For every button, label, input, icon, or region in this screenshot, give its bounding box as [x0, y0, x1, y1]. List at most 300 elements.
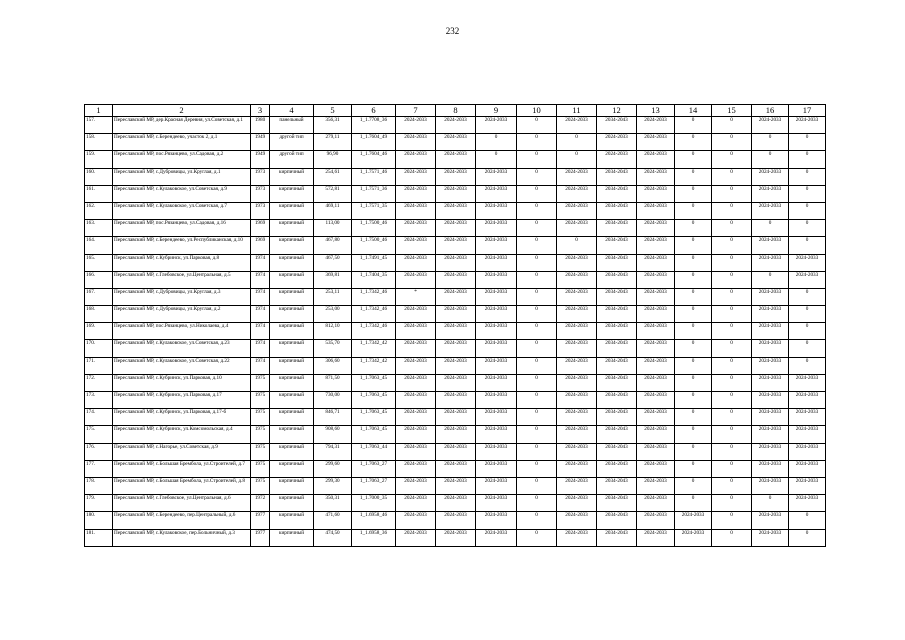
table-cell: кирпичный [270, 254, 314, 271]
table-cell: 1_1.7063_27 [352, 460, 396, 477]
address-cell: Переславский МР, с.Кубринск, ул.Парковая, д.8 [113, 254, 251, 271]
table-cell: 0 [712, 220, 752, 237]
table-cell: 2024-2033 [557, 357, 597, 374]
table-cell: 1949 [251, 151, 270, 168]
table-cell: 2034-2043 [597, 220, 637, 237]
table-cell: 2024-2033 [396, 168, 436, 185]
column-header: 13 [637, 105, 675, 117]
table-cell: 1_1.6958_46 [352, 512, 396, 529]
table-cell: 0 [517, 409, 557, 426]
table-cell: 2024-2033 [752, 323, 789, 340]
table-cell: 2034-2043 [597, 460, 637, 477]
table-cell: 2024-2033 [752, 340, 789, 357]
row-number-cell: 176. [85, 443, 113, 460]
table-cell: 2024-2033 [557, 426, 597, 443]
table-cell: 253,00 [314, 306, 352, 323]
table-cell: 2024-2033 [675, 529, 712, 546]
table-cell: 1977 [251, 529, 270, 546]
table-row [85, 426, 826, 443]
table-cell: 2034-2043 [597, 185, 637, 202]
row-number-cell: 163. [85, 220, 113, 237]
table-cell: 0 [712, 134, 752, 151]
table-cell: 572,81 [314, 185, 352, 202]
table-cell: кирпичный [270, 426, 314, 443]
table-cell: кирпичный [270, 374, 314, 391]
table-cell: 0 [752, 271, 789, 288]
table-cell: 535,70 [314, 340, 352, 357]
table-cell: 2024-2033 [396, 237, 436, 254]
table-cell: 2024-2033 [752, 477, 789, 494]
row-number-cell: 162. [85, 202, 113, 219]
table-cell: 0 [789, 202, 826, 219]
table-cell: 2034-2043 [597, 254, 637, 271]
table-cell: 2024-2033 [476, 409, 517, 426]
table-cell: 2024-2033 [557, 185, 597, 202]
table-cell: кирпичный [270, 392, 314, 409]
table-cell: 2024-2033 [436, 254, 476, 271]
column-header: 11 [557, 105, 597, 117]
table-row [85, 357, 826, 374]
row-number-cell: 175. [85, 426, 113, 443]
table-cell: 0 [675, 409, 712, 426]
column-header: 6 [352, 105, 396, 117]
table-cell: 1_1.7342_46 [352, 288, 396, 305]
table-cell: 2034-2043 [597, 323, 637, 340]
table-cell: 2024-2033 [436, 288, 476, 305]
row-number-cell: 169. [85, 323, 113, 340]
table-cell: 2024-2033 [436, 495, 476, 512]
table-cell: 0 [557, 237, 597, 254]
table-cell: 2024-2033 [637, 340, 675, 357]
table-cell: 0 [517, 117, 557, 134]
table-cell: 2024-2033 [476, 202, 517, 219]
table-cell: 0 [675, 202, 712, 219]
column-header: 14 [675, 105, 712, 117]
table-cell: 0 [517, 306, 557, 323]
table-cell: 0 [712, 288, 752, 305]
table-cell: 0 [675, 392, 712, 409]
table-cell: кирпичный [270, 409, 314, 426]
table-cell: 0 [789, 306, 826, 323]
table-cell: 0 [517, 460, 557, 477]
table-cell: 2024-2033 [557, 443, 597, 460]
table-cell: кирпичный [270, 529, 314, 546]
table-cell: 2024-2033 [789, 426, 826, 443]
table-cell: 0 [712, 460, 752, 477]
table-cell: 0 [517, 185, 557, 202]
table-cell: 0 [517, 254, 557, 271]
table-cell: 1969 [251, 237, 270, 254]
table-cell: 2024-2033 [789, 495, 826, 512]
address-cell: Переславский МР, с.Кубринск, ул.Парковая, д.10 [113, 374, 251, 391]
column-header: 16 [752, 105, 789, 117]
row-number-cell: 174. [85, 409, 113, 426]
table-row [85, 237, 826, 254]
table-row [85, 529, 826, 546]
table-cell: 467,50 [314, 254, 352, 271]
table-cell: 1_1.7604_46 [352, 151, 396, 168]
table-cell: 0 [476, 134, 517, 151]
table-cell: 2024-2033 [637, 237, 675, 254]
table-cell: 1977 [251, 512, 270, 529]
table-cell: 0 [789, 237, 826, 254]
table-cell: 2024-2033 [557, 340, 597, 357]
table-cell: 2034-2043 [597, 477, 637, 494]
table-cell: 2024-2033 [476, 288, 517, 305]
table-cell: 0 [517, 443, 557, 460]
address-cell: Переславский МР, пос.Рязанцево, ул.Садовая, д.16 [113, 220, 251, 237]
table-cell: 0 [712, 306, 752, 323]
row-number-cell: 172. [85, 374, 113, 391]
table-cell: 1974 [251, 306, 270, 323]
table-cell: 0 [675, 443, 712, 460]
table-cell: 0 [517, 168, 557, 185]
table-cell: 2024-2033 [557, 306, 597, 323]
table-cell: 2024-2033 [752, 357, 789, 374]
address-cell: Переславский МР, с.Кубринск, ул.Парковая, д.17-б [113, 409, 251, 426]
table-cell: 2024-2033 [476, 237, 517, 254]
row-number-cell: 178. [85, 477, 113, 494]
table-cell: 2024-2033 [557, 271, 597, 288]
table-cell: 0 [675, 134, 712, 151]
table-cell: 2034-2043 [597, 202, 637, 219]
table-cell: 2024-2033 [557, 374, 597, 391]
table-cell: 1_1.7342_46 [352, 306, 396, 323]
table-row [85, 443, 826, 460]
table-cell: 2024-2033 [396, 323, 436, 340]
column-header: 8 [436, 105, 476, 117]
table-cell: 0 [712, 443, 752, 460]
table-cell: 0 [675, 426, 712, 443]
address-cell: Переславский МР, с.Большая Брембола, ул.Строителей, д.8 [113, 477, 251, 494]
table-cell: 2024-2033 [637, 357, 675, 374]
table-cell: 1_1.7571_36 [352, 185, 396, 202]
table-cell: 1974 [251, 288, 270, 305]
table-cell: 2024-2033 [637, 512, 675, 529]
table-cell: 1973 [251, 202, 270, 219]
table-cell: 2024-2033 [476, 443, 517, 460]
column-header: 17 [789, 105, 826, 117]
table-cell: кирпичный [270, 495, 314, 512]
table-cell: 299,60 [314, 460, 352, 477]
table-cell: 369,81 [314, 271, 352, 288]
table-cell: 0 [712, 495, 752, 512]
table-cell: 2024-2033 [436, 392, 476, 409]
table-cell: 2024-2033 [476, 477, 517, 494]
table-cell: 0 [789, 220, 826, 237]
table-cell: 1_1.6958_36 [352, 529, 396, 546]
table-cell: 2024-2033 [557, 168, 597, 185]
table-cell: 0 [712, 323, 752, 340]
table-cell: 2024-2033 [476, 185, 517, 202]
table-cell: 1_1.7604_49 [352, 134, 396, 151]
table-cell: 2024-2033 [396, 357, 436, 374]
address-cell: Переславский МР, с.Кубринск, ул.Комсомольская, д.4 [113, 426, 251, 443]
table-cell: 2024-2033 [436, 220, 476, 237]
table-cell: 0 [517, 134, 557, 151]
table-cell: 0 [675, 306, 712, 323]
address-cell: Переславский МР, с.Дубровицы, ул.Круглая, д.1 [113, 168, 251, 185]
row-number-cell: 165. [85, 254, 113, 271]
table-cell: кирпичный [270, 220, 314, 237]
table-cell: 2024-2033 [436, 426, 476, 443]
table-cell: 2024-2033 [752, 117, 789, 134]
table-row [85, 134, 826, 151]
table-cell: 1975 [251, 460, 270, 477]
table-cell: 1949 [251, 134, 270, 151]
table-cell: 2024-2033 [752, 443, 789, 460]
table-cell: 356,31 [314, 117, 352, 134]
table-cell: панельный [270, 117, 314, 134]
table-cell: 0 [675, 117, 712, 134]
address-cell: Переславский МР, пос.Рязанцево, ул.Садовая, д.2 [113, 151, 251, 168]
table-cell: 2024-2033 [637, 202, 675, 219]
table-cell: 2024-2033 [396, 185, 436, 202]
table-row [85, 495, 826, 512]
table-row [85, 288, 826, 305]
table-cell: 0 [712, 254, 752, 271]
table-cell: 0 [517, 237, 557, 254]
table-cell: кирпичный [270, 237, 314, 254]
table-cell: 113,00 [314, 220, 352, 237]
table-cell: 1_1.7571_46 [352, 168, 396, 185]
table-cell: 0 [517, 477, 557, 494]
table-cell: кирпичный [270, 168, 314, 185]
table-cell: 1_1.7063_45 [352, 374, 396, 391]
table-cell: 2024-2033 [436, 237, 476, 254]
table-cell: 0 [675, 477, 712, 494]
table-cell: 2034-2043 [597, 271, 637, 288]
table-cell: 2024-2033 [557, 323, 597, 340]
table-cell: 2024-2033 [637, 306, 675, 323]
table-cell: 0 [712, 237, 752, 254]
address-cell: Переславский МР, с.Берендеево, пер.Центральный, д.6 [113, 512, 251, 529]
table-cell: 2024-2033 [476, 357, 517, 374]
table-cell: 0 [712, 202, 752, 219]
table-cell: 0 [712, 529, 752, 546]
table-cell: 1_1.7000_35 [352, 495, 396, 512]
table-cell: 0 [712, 340, 752, 357]
row-number-cell: 157. [85, 117, 113, 134]
table-cell: 0 [752, 134, 789, 151]
table-cell: 2024-2033 [597, 134, 637, 151]
table-cell: 2024-2033 [789, 409, 826, 426]
table-cell: 0 [752, 151, 789, 168]
table-cell: 1_1.7063_44 [352, 443, 396, 460]
table-cell: 2024-2033 [752, 460, 789, 477]
table-row [85, 151, 826, 168]
table-cell: 2024-2033 [396, 220, 436, 237]
table-cell: 2024-2033 [436, 512, 476, 529]
address-cell: Переславский МР, с.Кулаковское, ул.Советская, д.7 [113, 202, 251, 219]
table-cell: 2034-2043 [597, 495, 637, 512]
table-cell: 1_1.7063_45 [352, 426, 396, 443]
table-cell: 2034-2043 [597, 374, 637, 391]
table-cell: 2024-2033 [637, 323, 675, 340]
table-cell: кирпичный [270, 306, 314, 323]
table-cell: 253,11 [314, 288, 352, 305]
table-cell: 0 [712, 117, 752, 134]
table-cell: * [396, 288, 436, 305]
table-cell: 2024-2033 [436, 271, 476, 288]
row-number-cell: 173. [85, 392, 113, 409]
table-cell: кирпичный [270, 271, 314, 288]
table-cell: 2024-2033 [675, 512, 712, 529]
table-cell: 2024-2033 [637, 254, 675, 271]
table-cell: 0 [712, 185, 752, 202]
table-cell: 2024-2033 [396, 529, 436, 546]
row-number-cell: 166. [85, 271, 113, 288]
table-cell: 2024-2033 [476, 340, 517, 357]
table-cell: 2024-2033 [752, 202, 789, 219]
table-cell: 2024-2033 [436, 529, 476, 546]
table-cell: 0 [789, 288, 826, 305]
table-cell: другой тип [270, 134, 314, 151]
table-cell: 2024-2033 [789, 460, 826, 477]
table-cell: 2024-2033 [789, 117, 826, 134]
table-cell: 2024-2033 [752, 512, 789, 529]
table-cell: 0 [675, 495, 712, 512]
table-cell: кирпичный [270, 323, 314, 340]
table-cell: 0 [712, 271, 752, 288]
table-cell: кирпичный [270, 202, 314, 219]
address-cell: Переславский МР, пос.Рязанцево, ул.Николаева, д.4 [113, 323, 251, 340]
table-cell: кирпичный [270, 185, 314, 202]
table-cell: 1975 [251, 392, 270, 409]
table-cell: 2024-2033 [752, 237, 789, 254]
table-cell: 2024-2033 [557, 254, 597, 271]
row-number-cell: 180. [85, 512, 113, 529]
table-cell: 2034-2043 [597, 392, 637, 409]
table-cell: 0 [517, 426, 557, 443]
table-row [85, 271, 826, 288]
table-cell: 0 [517, 151, 557, 168]
table-cell: 0 [789, 512, 826, 529]
table-cell: 2024-2033 [557, 202, 597, 219]
table-cell: 0 [712, 512, 752, 529]
table-cell: кирпичный [270, 288, 314, 305]
table-cell: 2034-2043 [597, 237, 637, 254]
table-cell: 2024-2033 [436, 306, 476, 323]
table-cell: 1973 [251, 168, 270, 185]
address-cell: Переславский МР, с.Кулаковское, ул.Советская, д.23 [113, 340, 251, 357]
table-cell: 2024-2033 [396, 392, 436, 409]
table-cell: 2024-2033 [637, 426, 675, 443]
table-cell: кирпичный [270, 477, 314, 494]
table-cell: 0 [712, 151, 752, 168]
table-cell: 2024-2033 [752, 168, 789, 185]
table-cell: 1974 [251, 323, 270, 340]
table-cell: 2024-2033 [436, 168, 476, 185]
table-cell: 2024-2033 [396, 151, 436, 168]
column-header: 4 [270, 105, 314, 117]
table-cell: 730,00 [314, 392, 352, 409]
table-cell: 0 [517, 357, 557, 374]
table-cell: 2024-2033 [476, 306, 517, 323]
table-cell: 1_1.7063_27 [352, 477, 396, 494]
table-cell: 0 [712, 409, 752, 426]
table-cell: 2024-2033 [396, 306, 436, 323]
table-cell: кирпичный [270, 357, 314, 374]
table-cell: 2024-2033 [476, 392, 517, 409]
table-cell: 2024-2033 [396, 512, 436, 529]
table-cell: 2024-2033 [436, 460, 476, 477]
table-row [85, 185, 826, 202]
table-cell: 0 [675, 237, 712, 254]
table-row [85, 392, 826, 409]
table-cell: 2024-2033 [396, 477, 436, 494]
table-cell: 2024-2033 [436, 202, 476, 219]
table-row [85, 254, 826, 271]
table-cell: 2024-2033 [752, 426, 789, 443]
table-cell: 1974 [251, 271, 270, 288]
table-cell: 2024-2033 [396, 460, 436, 477]
table-cell: 2034-2043 [597, 409, 637, 426]
address-cell: Переславский МР, с.Дубровицы, ул.Круглая, д.3 [113, 288, 251, 305]
table-cell: 2024-2033 [436, 374, 476, 391]
table-cell: 2024-2033 [476, 271, 517, 288]
table-cell: 0 [789, 340, 826, 357]
table-cell: 2024-2033 [637, 271, 675, 288]
address-cell: Переславский МР, с.Кулаковское, пер.Больничный, д.3 [113, 529, 251, 546]
table-cell: 2024-2033 [557, 288, 597, 305]
table-cell: 0 [517, 392, 557, 409]
table-cell: 2024-2033 [476, 220, 517, 237]
table-cell: 1_1.7063_45 [352, 392, 396, 409]
table-cell: 2024-2033 [436, 185, 476, 202]
table-cell: 1_1.7500_46 [352, 237, 396, 254]
table-cell: 2024-2033 [752, 392, 789, 409]
table-cell: 2024-2033 [637, 443, 675, 460]
column-header: 7 [396, 105, 436, 117]
table-cell: 0 [752, 220, 789, 237]
table-row [85, 460, 826, 477]
table-cell: 2024-2033 [789, 374, 826, 391]
table-cell: 1969 [251, 220, 270, 237]
table-cell: 1_1.7342_42 [352, 357, 396, 374]
table-cell: 2024-2033 [557, 495, 597, 512]
table-row [85, 306, 826, 323]
table-cell: 2024-2033 [637, 495, 675, 512]
table-row [85, 202, 826, 219]
row-number-cell: 168. [85, 306, 113, 323]
table-cell: 0 [789, 185, 826, 202]
table-cell: 1975 [251, 477, 270, 494]
table-cell: 1_1.7342_42 [352, 340, 396, 357]
table-cell: 2024-2033 [752, 185, 789, 202]
table-cell: 2024-2033 [396, 409, 436, 426]
column-header: 2 [113, 105, 251, 117]
table-cell: 299,30 [314, 477, 352, 494]
table-cell: 2024-2033 [436, 134, 476, 151]
table-cell: 0 [517, 495, 557, 512]
table-row [85, 409, 826, 426]
table-cell: 0 [476, 151, 517, 168]
table-cell: 2024-2033 [476, 529, 517, 546]
row-number-cell: 160. [85, 168, 113, 185]
table-cell: 2024-2033 [752, 529, 789, 546]
table-cell: 2024-2033 [476, 254, 517, 271]
table-cell: 1_1.7500_46 [352, 220, 396, 237]
table-cell: 2034-2043 [597, 288, 637, 305]
table-cell: 0 [675, 151, 712, 168]
table-cell: 471,60 [314, 512, 352, 529]
table-cell: 1973 [251, 185, 270, 202]
table-cell: 0 [789, 134, 826, 151]
table-cell: 0 [517, 271, 557, 288]
table-cell: 2024-2033 [752, 254, 789, 271]
table-cell: 2024-2033 [752, 409, 789, 426]
